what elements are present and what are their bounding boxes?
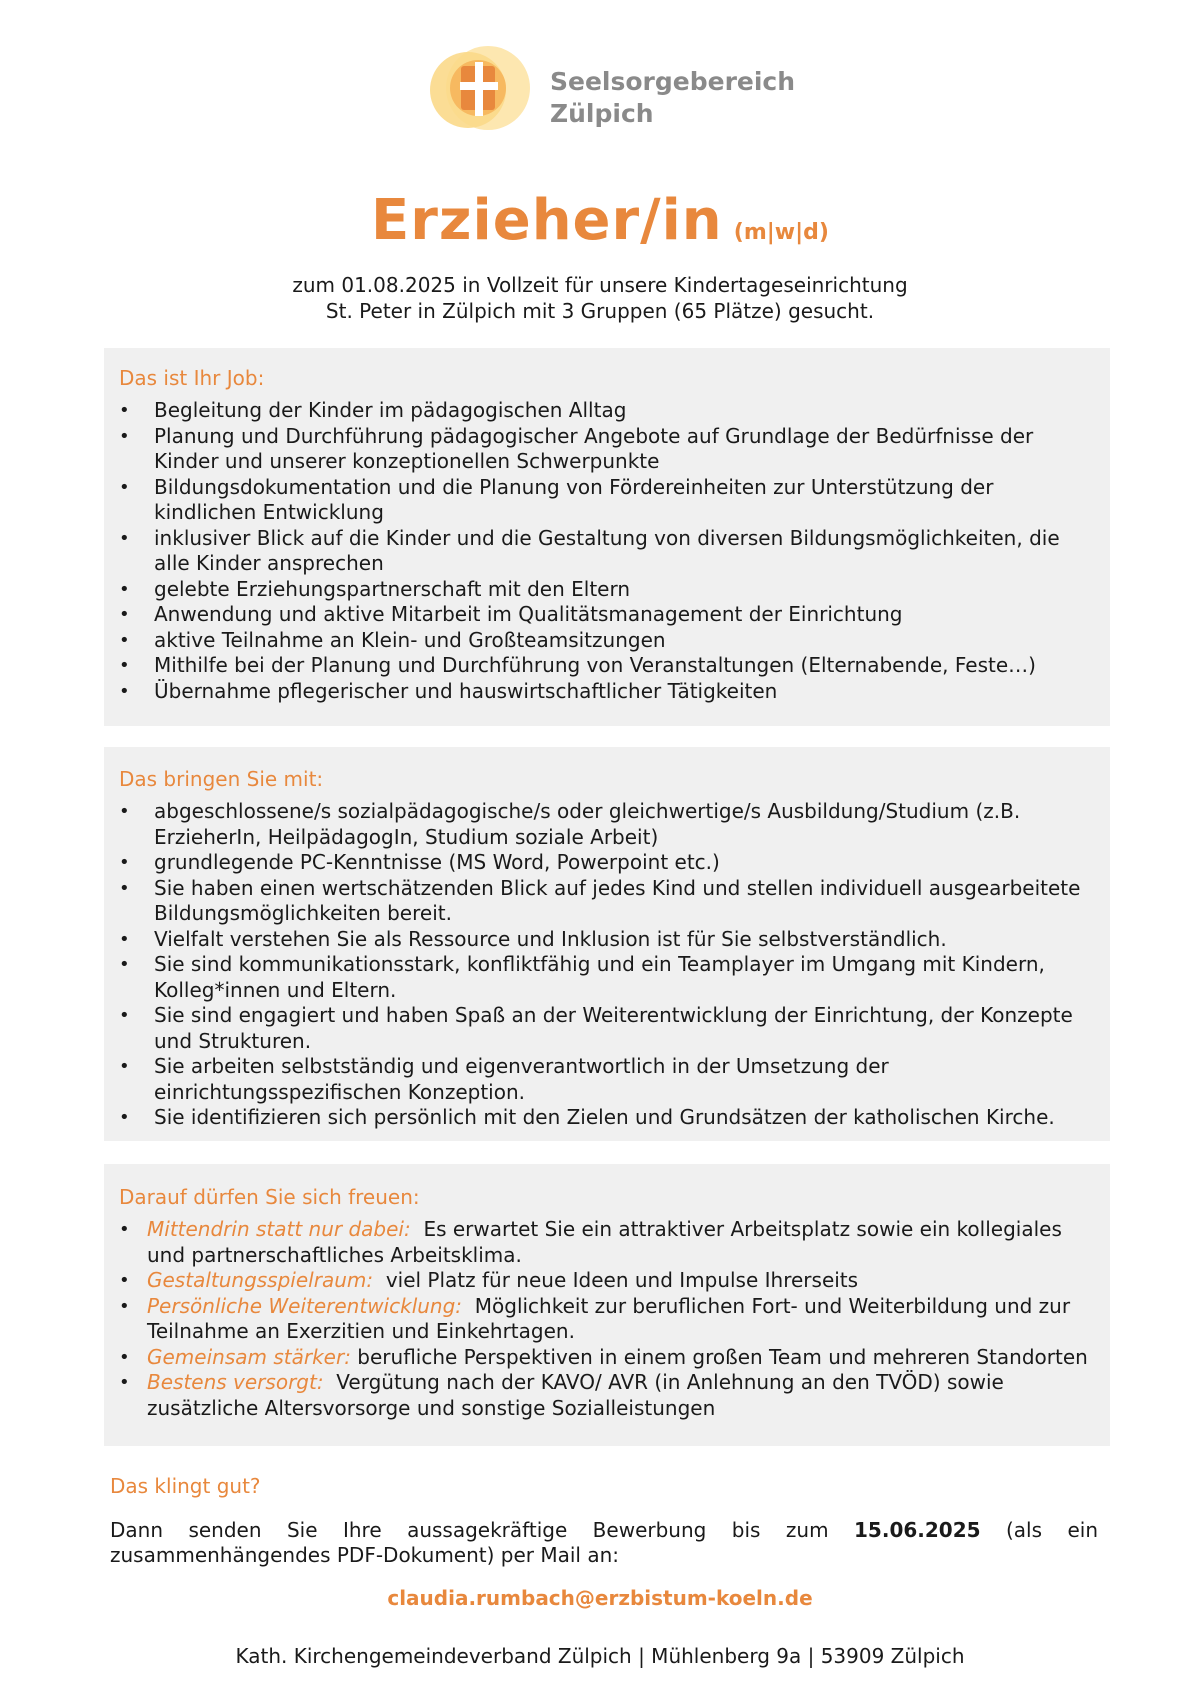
benefit-item (104, 1268, 1100, 1294)
job-item: • Begleitung der Kinder im pädagogischen Alltag (104, 398, 1100, 424)
benefit-label: Persönliche Weiterentwicklung: (147, 1293, 463, 1318)
profile-item: • Sie sind kommunikationsstark, konfliktfähig und ein Teamplayer im Umgang mit Kindern, Kolleg*innen und Eltern. (104, 952, 1100, 1003)
apply-text-before: Dann senden Sie Ihre aussagekräftige Bewerbung bis zum (110, 1518, 829, 1542)
apply-email-link[interactable]: claudia.rumbach@erzbistum-koeln.de (387, 1586, 813, 1610)
profile-item: • Sie arbeiten selbstständig und eigenverantwortlich in der Umsetzung der einrichtungsspezifischen Konzeption. (104, 1054, 1100, 1105)
intro-line-2: St. Peter in Zülpich mit 3 Gruppen (65 Plätze) gesucht. (325, 299, 875, 323)
footer-address: Kath. Kirchengemeindeverband Zülpich | Mühlenberg 9a | 53909 Zülpich (235, 1644, 965, 1668)
job-item: • Bildungsdokumentation und die Planung von Fördereinheiten zur Unterstützung der kindlichen Entwicklung (104, 475, 1100, 526)
benefit-item (104, 1370, 1100, 1421)
job-item: • Planung und Durchführung pädagogischer Angebote auf Grundlage der Bedürfnisse der Kinder und unserer konzeptionellen Schwerpunkte (104, 424, 1100, 475)
job-item: • aktive Teilnahme an Klein- und Großteamsitzungen (104, 628, 1100, 654)
benefit-item (104, 1294, 1100, 1345)
job-item: • inklusiver Blick auf die Kinder und die Gestaltung von diversen Bildungsmöglichkeiten, die alle Kinder ansprechen (104, 526, 1100, 577)
benefit-text: viel Platz für neue Ideen und Impulse Ihrerseits (385, 1268, 859, 1292)
apply-text-after: (als ein zusammenhängendes PDF-Dokument) per Mail an: (110, 1518, 1099, 1567)
profile-item: • grundlegende PC-Kenntnisse (MS Word, Powerpoint etc.) (104, 850, 1100, 876)
apply-heading: Das klingt gut? (110, 1474, 261, 1498)
logo (428, 44, 796, 134)
apply-deadline: 15.06.2025 (854, 1518, 981, 1542)
job-heading: Das ist Ihr Job: (119, 366, 265, 390)
benefits-section (104, 1164, 1110, 1446)
benefit-label: Bestens versorgt: (147, 1370, 324, 1394)
benefit-label: Mittendrin statt nur dabei: (147, 1217, 411, 1241)
profile-item: • Sie haben einen wertschätzenden Blick auf jedes Kind und stellen individuell ausgearbeitete Bildungsmöglichkeiten bereit. (104, 876, 1100, 927)
benefit-label: Gemeinsam stärker: (147, 1344, 351, 1369)
profile-heading: Das bringen Sie mit: (119, 767, 324, 791)
job-title-main: Erzieher/in (371, 188, 723, 253)
profile-item: • Sie sind engagiert und haben Spaß an der Weiterentwicklung der Einrichtung, der Konzepte und Strukturen. (104, 1003, 1100, 1054)
profile-item: • Sie identifizieren sich persönlich mit den Zielen und Grundsätzen der katholischen Kirche. (104, 1105, 1100, 1131)
logo-text (550, 66, 795, 130)
intro (0, 272, 1200, 324)
benefit-item (104, 1217, 1100, 1268)
job-item: • Anwendung und aktive Mitarbeit im Qualitätsmanagement der Einrichtung (104, 602, 1100, 628)
benefit-text: Möglichkeit zur beruflichen Fort- und Weiterbildung und zur Teilnahme an Exerzitien und Einkehrtagen. (147, 1293, 1071, 1343)
job-section (104, 348, 1110, 726)
profile-item: • abgeschlossene/s sozialpädagogische/s oder gleichwertige/s Ausbildung/Studium (z.B. ErzieherIn, HeilpädagogIn, Studium soziale Arbeit) (104, 799, 1100, 850)
benefit-text: Vergütung nach der KAVO/ AVR (in Anlehnung an den TVÖD) sowie zusätzliche Altersvorsorge und sonstige Sozialleistungen (147, 1370, 1004, 1420)
job-item: • Mithilfe bei der Planung und Durchführung von Veranstaltungen (Elternabende, Feste…) (104, 653, 1100, 679)
logo-line-2: Zülpich (550, 99, 654, 128)
church-logo-icon (428, 44, 538, 134)
benefit-text: berufliche Perspektiven in einem großen Team und mehreren Standorten (357, 1344, 1088, 1369)
benefit-item (104, 1345, 1100, 1371)
job-item: • gelebte Erziehungspartnerschaft mit den Eltern (104, 577, 1100, 603)
benefit-text: Es erwartet Sie ein attraktiver Arbeitsplatz sowie ein kollegiales und partnerschaftliches Arbeitsklima. (147, 1217, 1062, 1267)
job-title-gender: (m|w|d) (733, 220, 829, 245)
profile-section (104, 747, 1110, 1141)
logo-line-1: Seelsorgebereich (550, 67, 796, 96)
benefits-list (104, 1217, 1110, 1421)
benefit-label: Gestaltungsspielraum: (147, 1268, 374, 1292)
profile-item: • Vielfalt verstehen Sie als Ressource und Inklusion ist für Sie selbstverständlich. (104, 927, 1100, 953)
job-item: • Übernahme pflegerischer und hauswirtschaftlicher Tätigkeiten (104, 679, 1100, 705)
profile-list (104, 799, 1110, 1131)
apply-text (110, 1518, 1098, 1568)
job-title (0, 188, 1200, 253)
intro-line-1: zum 01.08.2025 in Vollzeit für unsere Kindertageseinrichtung (292, 273, 908, 297)
job-list (104, 398, 1110, 704)
benefits-heading: Darauf dürfen Sie sich freuen: (119, 1185, 420, 1209)
